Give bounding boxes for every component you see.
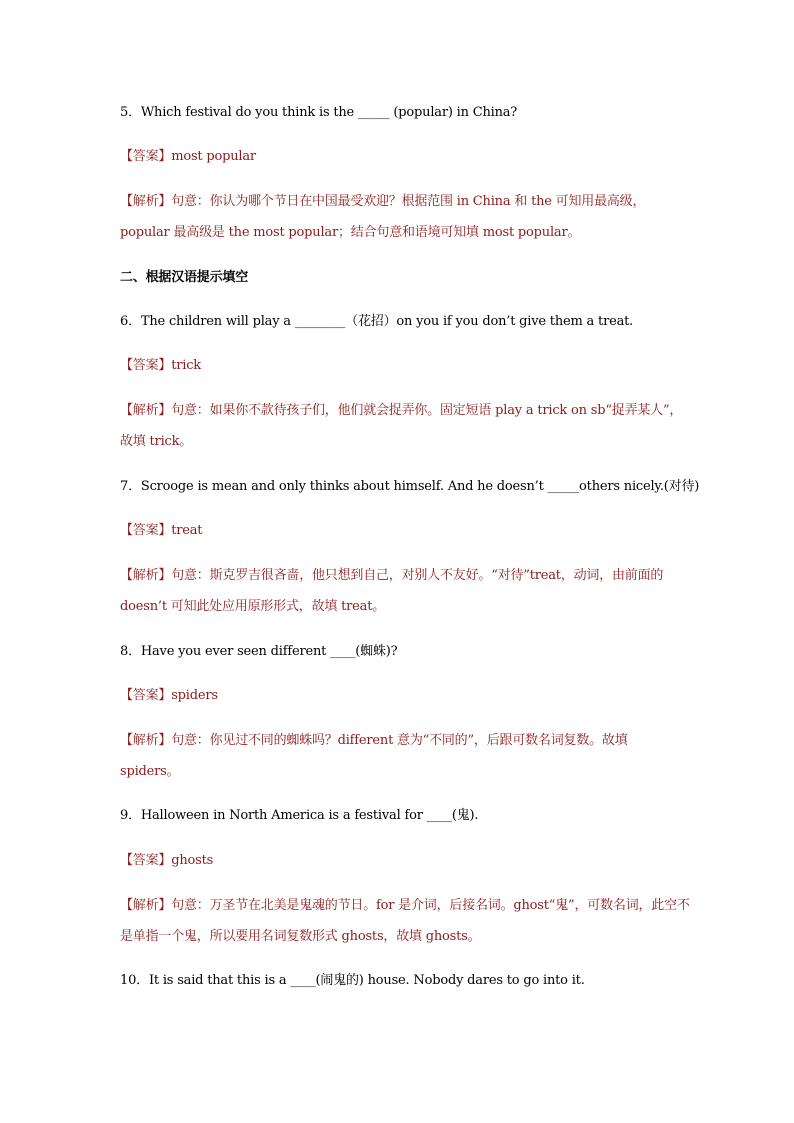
answer-tag: 【答案】 <box>120 358 172 373</box>
answer-text: trick <box>171 358 201 373</box>
question-8: 8．Have you ever seen different ____(蜘蛛)? <box>120 644 398 659</box>
explanation-text: 句意：如果你不款待孩子们，他们就会捉弄你。固定短语 play a trick on sb“捉弄某人”，故填 trick。 <box>120 403 683 449</box>
answer-text: most popular <box>171 149 256 164</box>
explanation-text: 句意：你认为哪个节日在中国最受欢迎？根据范围 in China 和 the 可知用最高级，popular 最高级是 the most popular；结合句意和语境可知填 most popular。 <box>120 194 646 240</box>
explanation-tag: 【解析】 <box>120 194 172 209</box>
answer-tag: 【答案】 <box>120 688 172 703</box>
explanation-6 <box>120 395 690 457</box>
answer-text: ghosts <box>171 853 214 868</box>
answer-text: treat <box>171 523 203 538</box>
explanation-tag: 【解析】 <box>120 733 172 748</box>
explanation-9 <box>120 890 690 952</box>
explanation-5 <box>120 186 690 248</box>
answer-5 <box>120 149 690 165</box>
explanation-7 <box>120 560 690 622</box>
question-5: 5．Which festival do you think is the _____ (popular) in China? <box>120 105 518 120</box>
explanation-tag: 【解析】 <box>120 568 172 583</box>
section-heading: 二、根据汉语提示填空 <box>120 270 249 285</box>
question-10: 10．It is said that this is a ____(闹鬼的) house. Nobody dares to go into it. <box>120 973 585 988</box>
question-9: 9．Halloween in North America is a festival for ____(鬼). <box>120 808 479 823</box>
explanation-text: 句意：斯克罗吉很吝啬，他只想到自己，对别人不友好。“对待”treat，动词，由前面的 doesn’t 可知此处应用原形形式，故填 treat。 <box>120 568 664 614</box>
answer-tag: 【答案】 <box>120 149 172 164</box>
explanation-tag: 【解析】 <box>120 898 172 913</box>
question-6: 6．The children will play a ________（花招）on you if you don’t give them a treat. <box>120 314 634 329</box>
answer-tag: 【答案】 <box>120 853 172 868</box>
question-7: 7．Scrooge is mean and only thinks about himself. And he doesn’t _____others nicely.(对待) <box>120 479 700 494</box>
explanation-text: 句意：你见过不同的蜘蛛吗？different 意为“不同的”，后跟可数名词复数。故填 spiders。 <box>120 733 628 779</box>
answer-7 <box>120 523 690 539</box>
explanation-8 <box>120 725 690 787</box>
answer-9 <box>120 853 690 869</box>
answer-tag: 【答案】 <box>120 523 172 538</box>
answer-6 <box>120 358 690 374</box>
answer-text: spiders <box>171 688 218 703</box>
answer-8 <box>120 688 690 704</box>
explanation-text: 句意：万圣节在北美是鬼魂的节日。for 是介词，后接名词。ghost“鬼”，可数名词，此空不是单指一个鬼，所以要用名词复数形式 ghosts，故填 ghosts。 <box>120 898 690 944</box>
explanation-tag: 【解析】 <box>120 403 172 418</box>
